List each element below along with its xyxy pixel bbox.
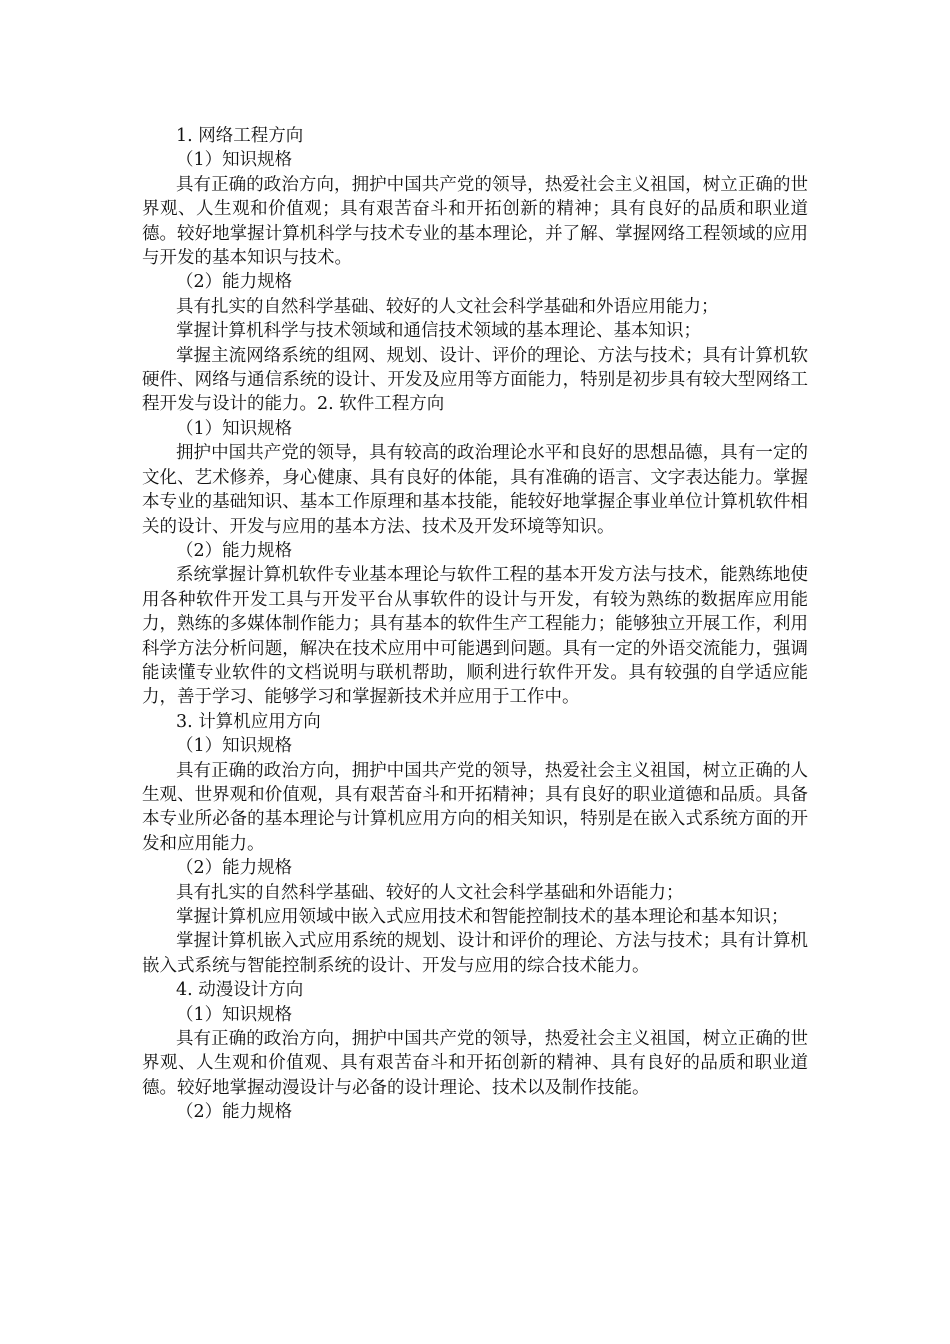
paragraph: 具有正确的政治方向，拥护中国共产党的领导，热爱社会主义祖国，树立正确的人生观、世界观和价值观，具有艰苦奋斗和开拓精神；具有良好的职业道德和品质。具备本专业所必备的基本理论与计算机应用方向的相关知识，特别是在嵌入式系统方面的开发和应用能力。 [142, 760, 808, 854]
subheading-ability: （2）能力规格 [176, 540, 293, 561]
paragraph: 掌握计算机嵌入式应用系统的规划、设计和评价的理论、方法与技术；具有计算机嵌入式系统与智能控制系统的设计、开发与应用的综合技术能力。 [142, 931, 808, 976]
paragraph: 掌握计算机科学与技术领域和通信技术领域的基本理论、基本知识； [176, 321, 701, 342]
paragraph: 系统掌握计算机软件专业基本理论与软件工程的基本开发方法与技术，能熟练地使用各种软件开发工具与开发平台从事软件的设计与开发，有较为熟练的数据库应用能力，熟练的多媒体制作能力；具有基本的软件生产工程能力；能够独立开展工作，利用科学方法分析问题，解决在技术应用中可能遇到问题。具有一定的外语交流能力，强调能读懂专业软件的文档说明与联机帮助，顺利进行软件开发。具有较强的自学适应能力，善于学习、能够学习和掌握新技术并应用于工作中。 [142, 565, 808, 708]
subheading-ability: （2）能力规格 [176, 1102, 293, 1123]
subheading-knowledge: （1）知识规格 [176, 1004, 293, 1025]
section-heading-animation: 4. 动漫设计方向 [176, 980, 304, 1001]
subheading-knowledge: （1）知识规格 [176, 736, 293, 757]
paragraph: 拥护中国共产党的领导，具有较高的政治理论水平和良好的思想品德，具有一定的文化、艺术修养，身心健康、具有良好的体能，具有准确的语言、文字表达能力。掌握本专业的基础知识、基本工作原理和基本技能，能较好地掌握企事业单位计算机软件相关的设计、开发与应用的基本方法、技术及开发环境等知识。 [142, 443, 808, 537]
section-heading-network: 1. 网络工程方向 [176, 126, 304, 146]
section-heading-application: 3. 计算机应用方向 [176, 711, 321, 732]
subheading-ability: （2）能力规格 [176, 858, 293, 879]
paragraph: 具有扎实的自然科学基础、较好的人文社会科学基础和外语能力； [176, 882, 684, 903]
paragraph: 掌握计算机应用领域中嵌入式应用技术和智能控制技术的基本理论和基本知识； [176, 907, 789, 927]
paragraph: 具有正确的政治方向，拥护中国共产党的领导，热爱社会主义祖国，树立正确的世界观、人生观和价值观、具有艰苦奋斗和开拓创新的精神、具有良好的品质和职业道德。较好地掌握动漫设计与必备的设计理论、技术以及制作技能。 [142, 1029, 808, 1098]
paragraph: 掌握主流网络系统的组网、规划、设计、评价的理论、方法与技术；具有计算机软硬件、网络与通信系统的设计、开发及应用等方面能力，特别是初步具有较大型网络工程开发与设计的能力。2. 软件工程方向 [142, 345, 808, 415]
subheading-knowledge: （1）知识规格 [176, 150, 293, 171]
subheading-knowledge: （1）知识规格 [176, 418, 293, 439]
subheading-ability: （2）能力规格 [176, 272, 293, 293]
paragraph: 具有正确的政治方向，拥护中国共产党的领导，热爱社会主义祖国，树立正确的世界观、人生观和价值观；具有艰苦奋斗和开拓创新的精神；具有良好的品质和职业道德。较好地掌握计算机科学与技术专业的基本理论，并了解、掌握网络工程领域的应用与开发的基本知识与技术。 [142, 174, 808, 269]
paragraph: 具有扎实的自然科学基础、较好的人文社会科学基础和外语应用能力； [176, 296, 719, 317]
document-body [142, 124, 808, 1125]
